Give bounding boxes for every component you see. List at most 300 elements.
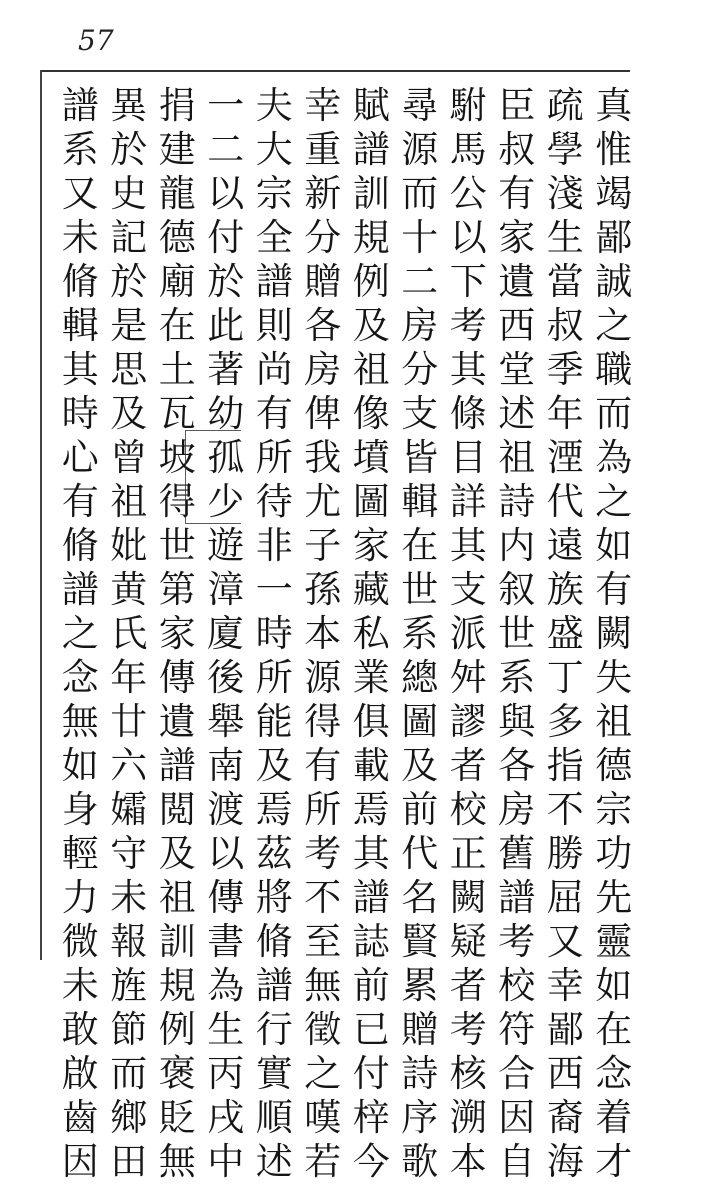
character: 疑: [449, 920, 487, 963]
character: 正: [449, 832, 487, 875]
character: 以: [207, 172, 245, 215]
character: 疏: [546, 84, 584, 127]
character: 校: [449, 788, 487, 831]
character: 褒: [158, 1052, 196, 1095]
character: 各: [304, 304, 342, 347]
character: 前: [401, 788, 439, 831]
character: 付: [207, 216, 245, 259]
character: 叔: [498, 128, 536, 171]
character: 符: [498, 1008, 536, 1051]
character: 有: [498, 172, 536, 215]
character: 藏: [352, 568, 390, 611]
character: 梓: [352, 1096, 390, 1139]
character: 譜: [61, 568, 99, 611]
character: 族: [546, 568, 584, 611]
character: 不: [304, 876, 342, 919]
character: 淺: [546, 172, 584, 215]
character: 因: [498, 1096, 536, 1139]
character: 代: [546, 480, 584, 523]
character: 舊: [498, 832, 536, 875]
character: 者: [449, 964, 487, 1007]
character: 闕: [595, 612, 633, 655]
character: 鄙: [546, 1008, 584, 1051]
character: 有: [255, 392, 293, 435]
character: 真: [595, 84, 633, 127]
character: 心: [61, 436, 99, 479]
character: 如: [595, 964, 633, 1007]
character: 我: [304, 436, 342, 479]
character: 順: [255, 1096, 293, 1139]
character: 德: [158, 216, 196, 259]
character: 孤: [207, 436, 245, 479]
character: 先: [595, 876, 633, 919]
character: 年: [546, 392, 584, 435]
character: 不: [546, 788, 584, 831]
character: 時: [61, 392, 99, 435]
character: 季: [546, 348, 584, 391]
character: 世: [498, 612, 536, 655]
character: 齒: [61, 1096, 99, 1139]
character: 已: [352, 1008, 390, 1051]
character: 下: [449, 260, 487, 303]
character: 龍: [158, 172, 196, 215]
character: 輯: [401, 480, 439, 523]
character: 派: [449, 612, 487, 655]
character: 系: [61, 128, 99, 171]
character: 遺: [158, 700, 196, 743]
character: 譜: [158, 744, 196, 787]
character: 傳: [207, 876, 245, 919]
character: 生: [207, 1008, 245, 1051]
character: 家: [352, 524, 390, 567]
character: 源: [304, 656, 342, 699]
character: 是: [110, 304, 148, 347]
character: 之: [595, 480, 633, 523]
character: 系: [401, 612, 439, 655]
character: 異: [110, 84, 148, 127]
character: 傳: [158, 656, 196, 699]
character: 其: [61, 348, 99, 391]
character: 及: [401, 744, 439, 787]
character: 記: [110, 216, 148, 259]
character: 溯: [449, 1096, 487, 1139]
character: 舛: [449, 656, 487, 699]
character: 守: [110, 832, 148, 875]
character: 幼: [207, 392, 245, 435]
character: 房: [401, 304, 439, 347]
character: 私: [352, 612, 390, 655]
character: 瓦: [158, 392, 196, 435]
character: 尚: [255, 348, 293, 391]
character: 例: [352, 260, 390, 303]
character: 念: [61, 656, 99, 699]
character: 譜: [352, 876, 390, 919]
character: 二: [207, 128, 245, 171]
character: 内: [498, 524, 536, 567]
character: 行: [255, 1008, 293, 1051]
character: 夫: [255, 84, 293, 127]
character: 因: [61, 1140, 99, 1183]
text-column: [541, 84, 590, 1183]
character: 及: [158, 832, 196, 875]
character: 宗: [595, 788, 633, 831]
character: 俱: [352, 700, 390, 743]
character: 南: [207, 744, 245, 787]
character: 駙: [449, 84, 487, 127]
character: 為: [595, 436, 633, 479]
character: 合: [498, 1052, 536, 1095]
character: 生: [546, 216, 584, 259]
character: 鄙: [595, 216, 633, 259]
character: 遺: [498, 260, 536, 303]
character: 祖: [158, 876, 196, 919]
character: 家: [498, 216, 536, 259]
character: 廟: [158, 260, 196, 303]
character: 祖: [498, 436, 536, 479]
character: 着: [595, 1096, 633, 1139]
character: 廿: [110, 700, 148, 743]
character: 田: [110, 1140, 148, 1183]
character: 脩: [61, 524, 99, 567]
character: 叔: [546, 304, 584, 347]
character: 如: [61, 744, 99, 787]
character: 如: [595, 524, 633, 567]
text-column: [347, 84, 396, 1183]
character: 今: [352, 1140, 390, 1183]
character: 馬: [449, 128, 487, 171]
character: 又: [61, 172, 99, 215]
character: 廈: [207, 612, 245, 655]
character: 勝: [546, 832, 584, 875]
character: 誌: [352, 920, 390, 963]
character: 譜: [61, 84, 99, 127]
text-column: [153, 84, 202, 1183]
character: 建: [158, 128, 196, 171]
character: 念: [595, 1052, 633, 1095]
character: 世: [401, 568, 439, 611]
character: 訓: [158, 920, 196, 963]
character: 曾: [110, 436, 148, 479]
character: 而: [110, 1052, 148, 1095]
character: 歌: [401, 1140, 439, 1183]
character: 以: [207, 832, 245, 875]
character: 源: [401, 128, 439, 171]
character: 於: [110, 128, 148, 171]
character: 在: [595, 1008, 633, 1051]
character: 之: [304, 1052, 342, 1095]
character: 例: [158, 1008, 196, 1051]
character: 屈: [546, 876, 584, 919]
character: 嘆: [304, 1096, 342, 1139]
character: 自: [498, 1140, 536, 1183]
character: 條: [449, 392, 487, 435]
text-column: [444, 84, 493, 1183]
text-column: [299, 84, 348, 1183]
character: 焉: [255, 788, 293, 831]
character: 一: [207, 84, 245, 127]
character: 房: [304, 348, 342, 391]
character: 未: [61, 216, 99, 259]
character: 黄: [110, 568, 148, 611]
character: 在: [158, 304, 196, 347]
character: 祖: [110, 480, 148, 523]
character: 世: [158, 524, 196, 567]
character: 房: [498, 788, 536, 831]
character: 當: [546, 260, 584, 303]
character: 堂: [498, 348, 536, 391]
character: 得: [158, 480, 196, 523]
character: 丁: [546, 656, 584, 699]
character: 規: [158, 964, 196, 1007]
character: 徵: [304, 1008, 342, 1051]
character: 渡: [207, 788, 245, 831]
character: 氏: [110, 612, 148, 655]
character: 本: [449, 1140, 487, 1183]
character: 則: [255, 304, 293, 347]
character: 考: [498, 920, 536, 963]
character: 年: [110, 656, 148, 699]
character: 報: [110, 920, 148, 963]
character: 失: [595, 656, 633, 699]
character: 公: [449, 172, 487, 215]
character: 及: [110, 392, 148, 435]
character: 非: [255, 524, 293, 567]
character: 幸: [304, 84, 342, 127]
text-column: [493, 84, 542, 1183]
character: 之: [61, 612, 99, 655]
character: 戌: [207, 1096, 245, 1139]
character: 啟: [61, 1052, 99, 1095]
character: 孀: [110, 788, 148, 831]
character: 名: [401, 876, 439, 919]
character: 有: [304, 744, 342, 787]
character: 規: [352, 216, 390, 259]
character: 若: [304, 1140, 342, 1183]
character: 序: [401, 1096, 439, 1139]
character: 系: [498, 656, 536, 699]
character: 闕: [449, 876, 487, 919]
character: 譜: [255, 260, 293, 303]
character: 遊: [207, 524, 245, 567]
character: 所: [255, 436, 293, 479]
character: 竭: [595, 172, 633, 215]
character: 考: [449, 1008, 487, 1051]
character: 圖: [401, 700, 439, 743]
character: 支: [449, 568, 487, 611]
character: 才: [595, 1140, 633, 1183]
character: 閲: [158, 788, 196, 831]
top-border-rule: [40, 70, 630, 72]
character: 妣: [110, 524, 148, 567]
character: 至: [304, 920, 342, 963]
character: 學: [546, 128, 584, 171]
character: 十: [401, 216, 439, 259]
character: 其: [352, 832, 390, 875]
character: 身: [61, 788, 99, 831]
character: 圖: [352, 480, 390, 523]
character: 實: [255, 1052, 293, 1095]
character: 累: [401, 964, 439, 1007]
character: 總: [401, 656, 439, 699]
character: 重: [304, 128, 342, 171]
character: 於: [110, 260, 148, 303]
character: 子: [304, 524, 342, 567]
character: 於: [207, 260, 245, 303]
character: 節: [110, 1008, 148, 1051]
character: 輯: [61, 304, 99, 347]
character: 而: [595, 392, 633, 435]
character: 之: [595, 304, 633, 347]
character: 及: [352, 304, 390, 347]
character: 多: [546, 700, 584, 743]
character: 職: [595, 348, 633, 391]
text-column: [250, 84, 299, 1183]
character: 此: [207, 304, 245, 347]
character: 以: [449, 216, 487, 259]
character: 靈: [595, 920, 633, 963]
character: 譜: [255, 964, 293, 1007]
character: 像: [352, 392, 390, 435]
character: 分: [304, 216, 342, 259]
character: 得: [304, 700, 342, 743]
character: 將: [255, 876, 293, 919]
character: 旌: [110, 964, 148, 1007]
page-number: 57: [78, 24, 114, 57]
character: 與: [498, 700, 536, 743]
character: 又: [546, 920, 584, 963]
text-column: [105, 84, 154, 1183]
annotation-bracket: [185, 430, 241, 524]
character: 俾: [304, 392, 342, 435]
character: 坡: [158, 436, 196, 479]
character: 丙: [207, 1052, 245, 1095]
character: 西: [498, 304, 536, 347]
character: 尋: [401, 84, 439, 127]
character: 有: [61, 480, 99, 523]
character: 叙: [498, 568, 536, 611]
character: 未: [110, 876, 148, 919]
character: 孫: [304, 568, 342, 611]
character: 第: [158, 568, 196, 611]
character: 中: [207, 1140, 245, 1183]
character: 舉: [207, 700, 245, 743]
character: 有: [595, 568, 633, 611]
character: 待: [255, 480, 293, 523]
character: 賦: [352, 84, 390, 127]
character: 本: [304, 612, 342, 655]
character: 所: [304, 788, 342, 831]
text-column: [590, 84, 639, 1183]
character: 全: [255, 216, 293, 259]
character: 其: [449, 524, 487, 567]
character: 土: [158, 348, 196, 391]
character: 時: [255, 612, 293, 655]
character: 賢: [401, 920, 439, 963]
character: 無: [158, 1140, 196, 1183]
character: 貶: [158, 1096, 196, 1139]
character: 考: [304, 832, 342, 875]
character: 誠: [595, 260, 633, 303]
character: 者: [449, 744, 487, 787]
character: 目: [449, 436, 487, 479]
character: 詩: [401, 1052, 439, 1095]
character: 六: [110, 744, 148, 787]
character: 祖: [595, 700, 633, 743]
character: 墳: [352, 436, 390, 479]
character: 代: [401, 832, 439, 875]
character: 裔: [546, 1096, 584, 1139]
character: 宗: [255, 172, 293, 215]
character: 脩: [255, 920, 293, 963]
character: 詳: [449, 480, 487, 523]
character: 二: [401, 260, 439, 303]
character: 支: [401, 392, 439, 435]
character: 書: [207, 920, 245, 963]
character: 一: [255, 568, 293, 611]
character: 能: [255, 700, 293, 743]
character: 業: [352, 656, 390, 699]
character: 力: [61, 876, 99, 919]
character: 海: [546, 1140, 584, 1183]
character: 譜: [498, 876, 536, 919]
character: 湮: [546, 436, 584, 479]
character: 述: [498, 392, 536, 435]
character: 無: [61, 700, 99, 743]
character: 鄉: [110, 1096, 148, 1139]
character: 指: [546, 744, 584, 787]
character: 大: [255, 128, 293, 171]
character: 茲: [255, 832, 293, 875]
character: 考: [449, 304, 487, 347]
character: 贈: [304, 260, 342, 303]
left-border-rule: [40, 70, 42, 960]
character: 所: [255, 656, 293, 699]
character: 述: [255, 1140, 293, 1183]
character: 未: [61, 964, 99, 1007]
character: 為: [207, 964, 245, 1007]
character: 史: [110, 172, 148, 215]
character: 幸: [546, 964, 584, 1007]
character: 著: [207, 348, 245, 391]
character: 皆: [401, 436, 439, 479]
character: 捐: [158, 84, 196, 127]
character: 德: [595, 744, 633, 787]
character: 盛: [546, 612, 584, 655]
text-column: [56, 84, 105, 1183]
character: 核: [449, 1052, 487, 1095]
character: 遠: [546, 524, 584, 567]
character: 家: [158, 612, 196, 655]
text-column: [202, 84, 251, 1183]
character: 訓: [352, 172, 390, 215]
character: 功: [595, 832, 633, 875]
character: 而: [401, 172, 439, 215]
character: 新: [304, 172, 342, 215]
character: 其: [449, 348, 487, 391]
character: 無: [304, 964, 342, 1007]
character: 西: [546, 1052, 584, 1095]
character: 譜: [352, 128, 390, 171]
character: 在: [401, 524, 439, 567]
character: 及: [255, 744, 293, 787]
character: 惟: [595, 128, 633, 171]
character: 微: [61, 920, 99, 963]
character: 詩: [498, 480, 536, 523]
character: 少: [207, 480, 245, 523]
character: 輕: [61, 832, 99, 875]
text-column: [396, 84, 445, 1183]
character: 校: [498, 964, 536, 1007]
